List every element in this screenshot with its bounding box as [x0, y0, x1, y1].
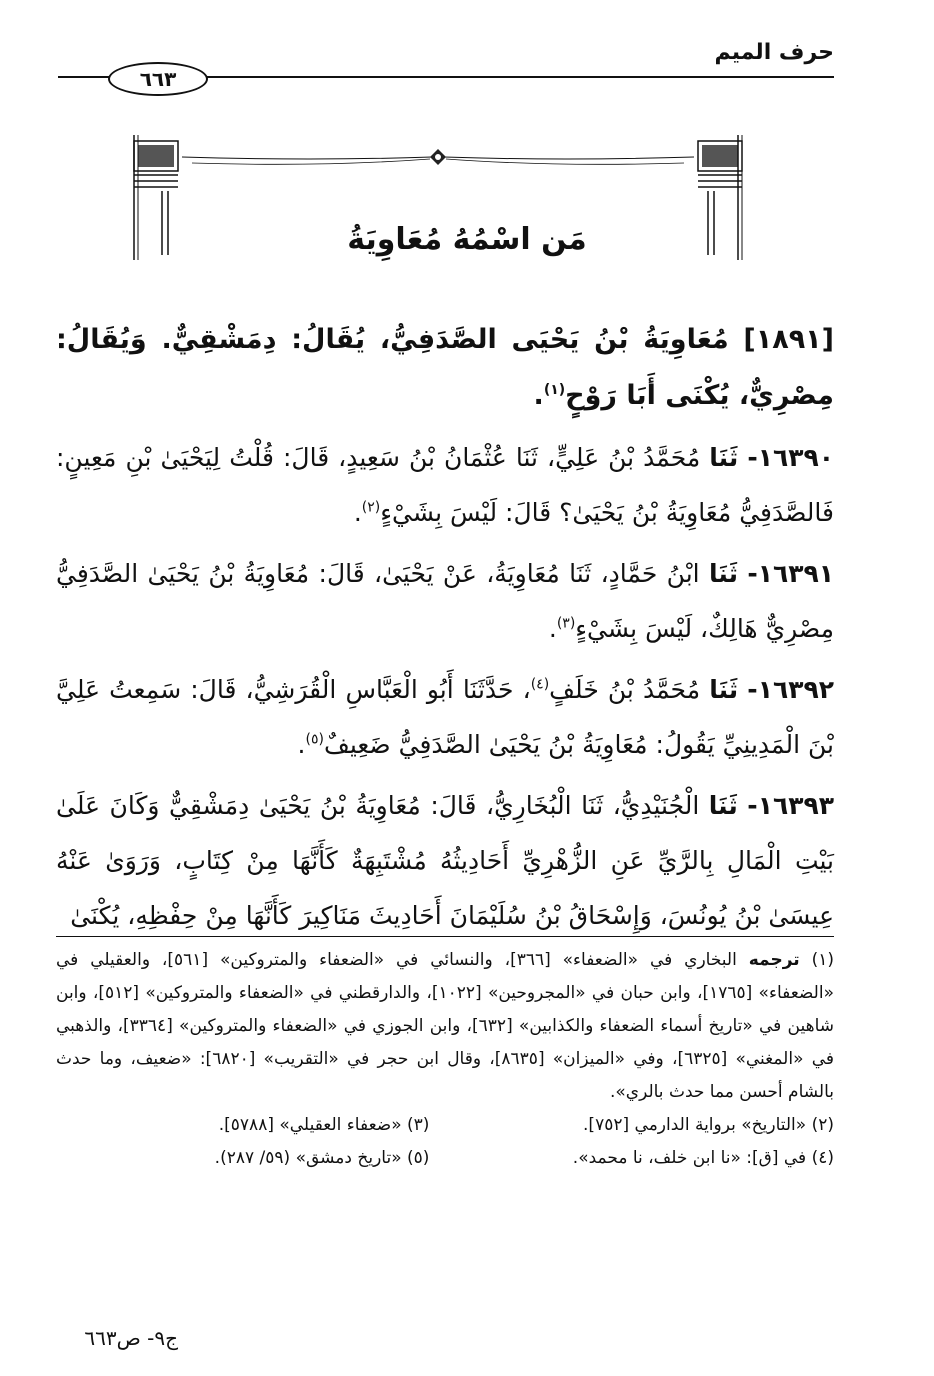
narration [56, 546, 834, 656]
narration-number: ١٦٣٩٠- [747, 443, 834, 472]
narration-end: . [353, 498, 362, 527]
narration-text-continued: ، حَدَّثَنَا أَبُو الْعَبَّاسِ الْقُرَشِيُّ، قَالَ: سَمِعتُ عَلِيَّ بْنَ الْمَدِينِيِّ يَقُولُ: مُعَاوِيَةُ بْنُ يَحْيَىٰ الصَّدَفِيُّ ضَعِيفٌ [56, 675, 834, 759]
footnote-5: (٥) «تاريخ دمشق» (٥٩/ ٢٨٧). [214, 1148, 430, 1168]
chapter-title: حرف الميم [714, 40, 834, 65]
narration-text: الْجُنَيْدِيُّ، ثَنَا الْبُخَارِيُّ، قَالَ: مُعَاوِيَةُ بْنُ يَحْيَىٰ دِمَشْقِيٌّ وَكَانَ عَلَىٰ بَيْتِ الْمَالِ بِالرَّيِّ عَنِ الزُّهْرِيِّ أَحَادِيثُهُ مُشْتَبِهَةٌ كَأَنَّهَا مِنْ كِتَابٍ، وَرَوَىٰ عَنْهُ عِيسَىٰ بْنُ يُونُسَ، وَإِسْحَاقُ بْنُ سُلَيْمَانَ أَحَادِيثَ مَنَاكِيرَ كَأَنَّهَا مِنْ حِفْظِهِ، يُكْنَىٰ [56, 791, 834, 930]
narration-text: مُحَمَّدُ بْنُ عَلِيٍّ، ثَنَا عُثْمَانُ بْنُ سَعِيدٍ، قَالَ: قُلْتُ لِيَحْيَىٰ بْنِ مَعِينٍ: فَالصَّدَفِيُّ مُعَاوِيَةُ بْنُ يَحْيَىٰ؟ قَالَ: لَيْسَ بِشَيْءٍ [56, 443, 834, 527]
entry-heading-text: [١٨٩١] مُعَاوِيَةُ بْنُ يَحْيَى الصَّدَفِيُّ، يُقَالُ: دِمَشْقِيٌّ. وَيُقَالُ: مِصْرِيٌّ، يُكْنَى أَبَا رَوْحٍ [56, 324, 834, 411]
footnote-2: (٢) «التاريخ» برواية الدارمي [٧٥٢]. [583, 1115, 834, 1135]
narration [56, 778, 834, 943]
page-number: ٦٦٣ [108, 62, 208, 96]
narration-lead: ثَنَا [709, 675, 739, 704]
section-title: مَن اسْمُهُ مُعَاوِيَةُ [347, 222, 587, 257]
footnote-row [56, 1142, 834, 1175]
footnote-number: (١) [811, 950, 834, 970]
footnote-text: البخاري في «الضعفاء» [٣٦٦]، والنسائي في «الضعفاء والمتروكين» [٥٦١]، والعقيلي في «الضعفاء» [١٧٦٥]، وابن حبان في «المجروحين» [١٠٢٢]، والدارقطني في «الضعفاء والمتروكين» [٥١٢]، وابن شاهين في «تاريخ أسماء الضعفاء والكذابين» [٦٣٢]، وابن الجوزي في «الضعفاء والمتروكين» [٣٣٦٤]، والذهبي في «المغني» [٦٣٢٥]، وفي «الميزان» [٨٦٣٥]، وقال ابن حجر في «التقريب» [٦٨٢٠]: «ضعيف، وما حدث بالشام أحسن مما حدث بالري». [56, 950, 834, 1102]
footnote-marker: (٤) [530, 676, 550, 693]
entry-heading-end: . [533, 380, 544, 411]
volume-page-reference: ج٩- ص٦٦٣ [84, 1326, 178, 1350]
narration-text: ابْنُ حَمَّادٍ، ثَنَا مُعَاوِيَةُ، عَنْ يَحْيَىٰ، قَالَ: مُعَاوِيَةُ بْنُ يَحْيَىٰ الصَّدَفِيُّ مِصْرِيٌّ هَالِكٌ، لَيْسَ بِشَيْءٍ [56, 559, 834, 643]
narration-lead: ثَنَا [708, 559, 738, 588]
footnote-marker: (٣) [556, 615, 576, 632]
narration-number: ١٦٣٩١- [747, 559, 835, 588]
narrations-block [56, 430, 834, 949]
footnote-row [56, 1109, 834, 1142]
entry-heading [56, 312, 834, 424]
footnote-4: (٤) في [ق]: «نا ابن خلف، نا محمد». [572, 1148, 834, 1168]
narration-number: ١٦٣٩٣- [747, 791, 834, 820]
narration-lead: ثَنَا [709, 443, 739, 472]
narration-text: مُحَمَّدُ بْنُ خَلَفٍ [549, 675, 701, 704]
footnote-marker: (١) [543, 382, 566, 398]
narration-end: . [297, 730, 306, 759]
footnote-separator [56, 936, 834, 937]
narration-number: ١٦٣٩٢- [747, 675, 834, 704]
narration-end: . [548, 614, 557, 643]
footnote-marker: (٥) [305, 731, 324, 748]
footnotes-block [56, 944, 834, 1175]
footnote-marker: (٢) [361, 499, 381, 516]
footnote-1 [56, 944, 834, 1109]
narration [56, 430, 834, 540]
footnote-lead: ترجمه [748, 950, 800, 970]
footnote-3: (٣) «ضعفاء العقيلي» [٥٧٨٨]. [218, 1115, 430, 1135]
narration [56, 662, 834, 772]
narration-lead: ثَنَا [708, 791, 738, 820]
